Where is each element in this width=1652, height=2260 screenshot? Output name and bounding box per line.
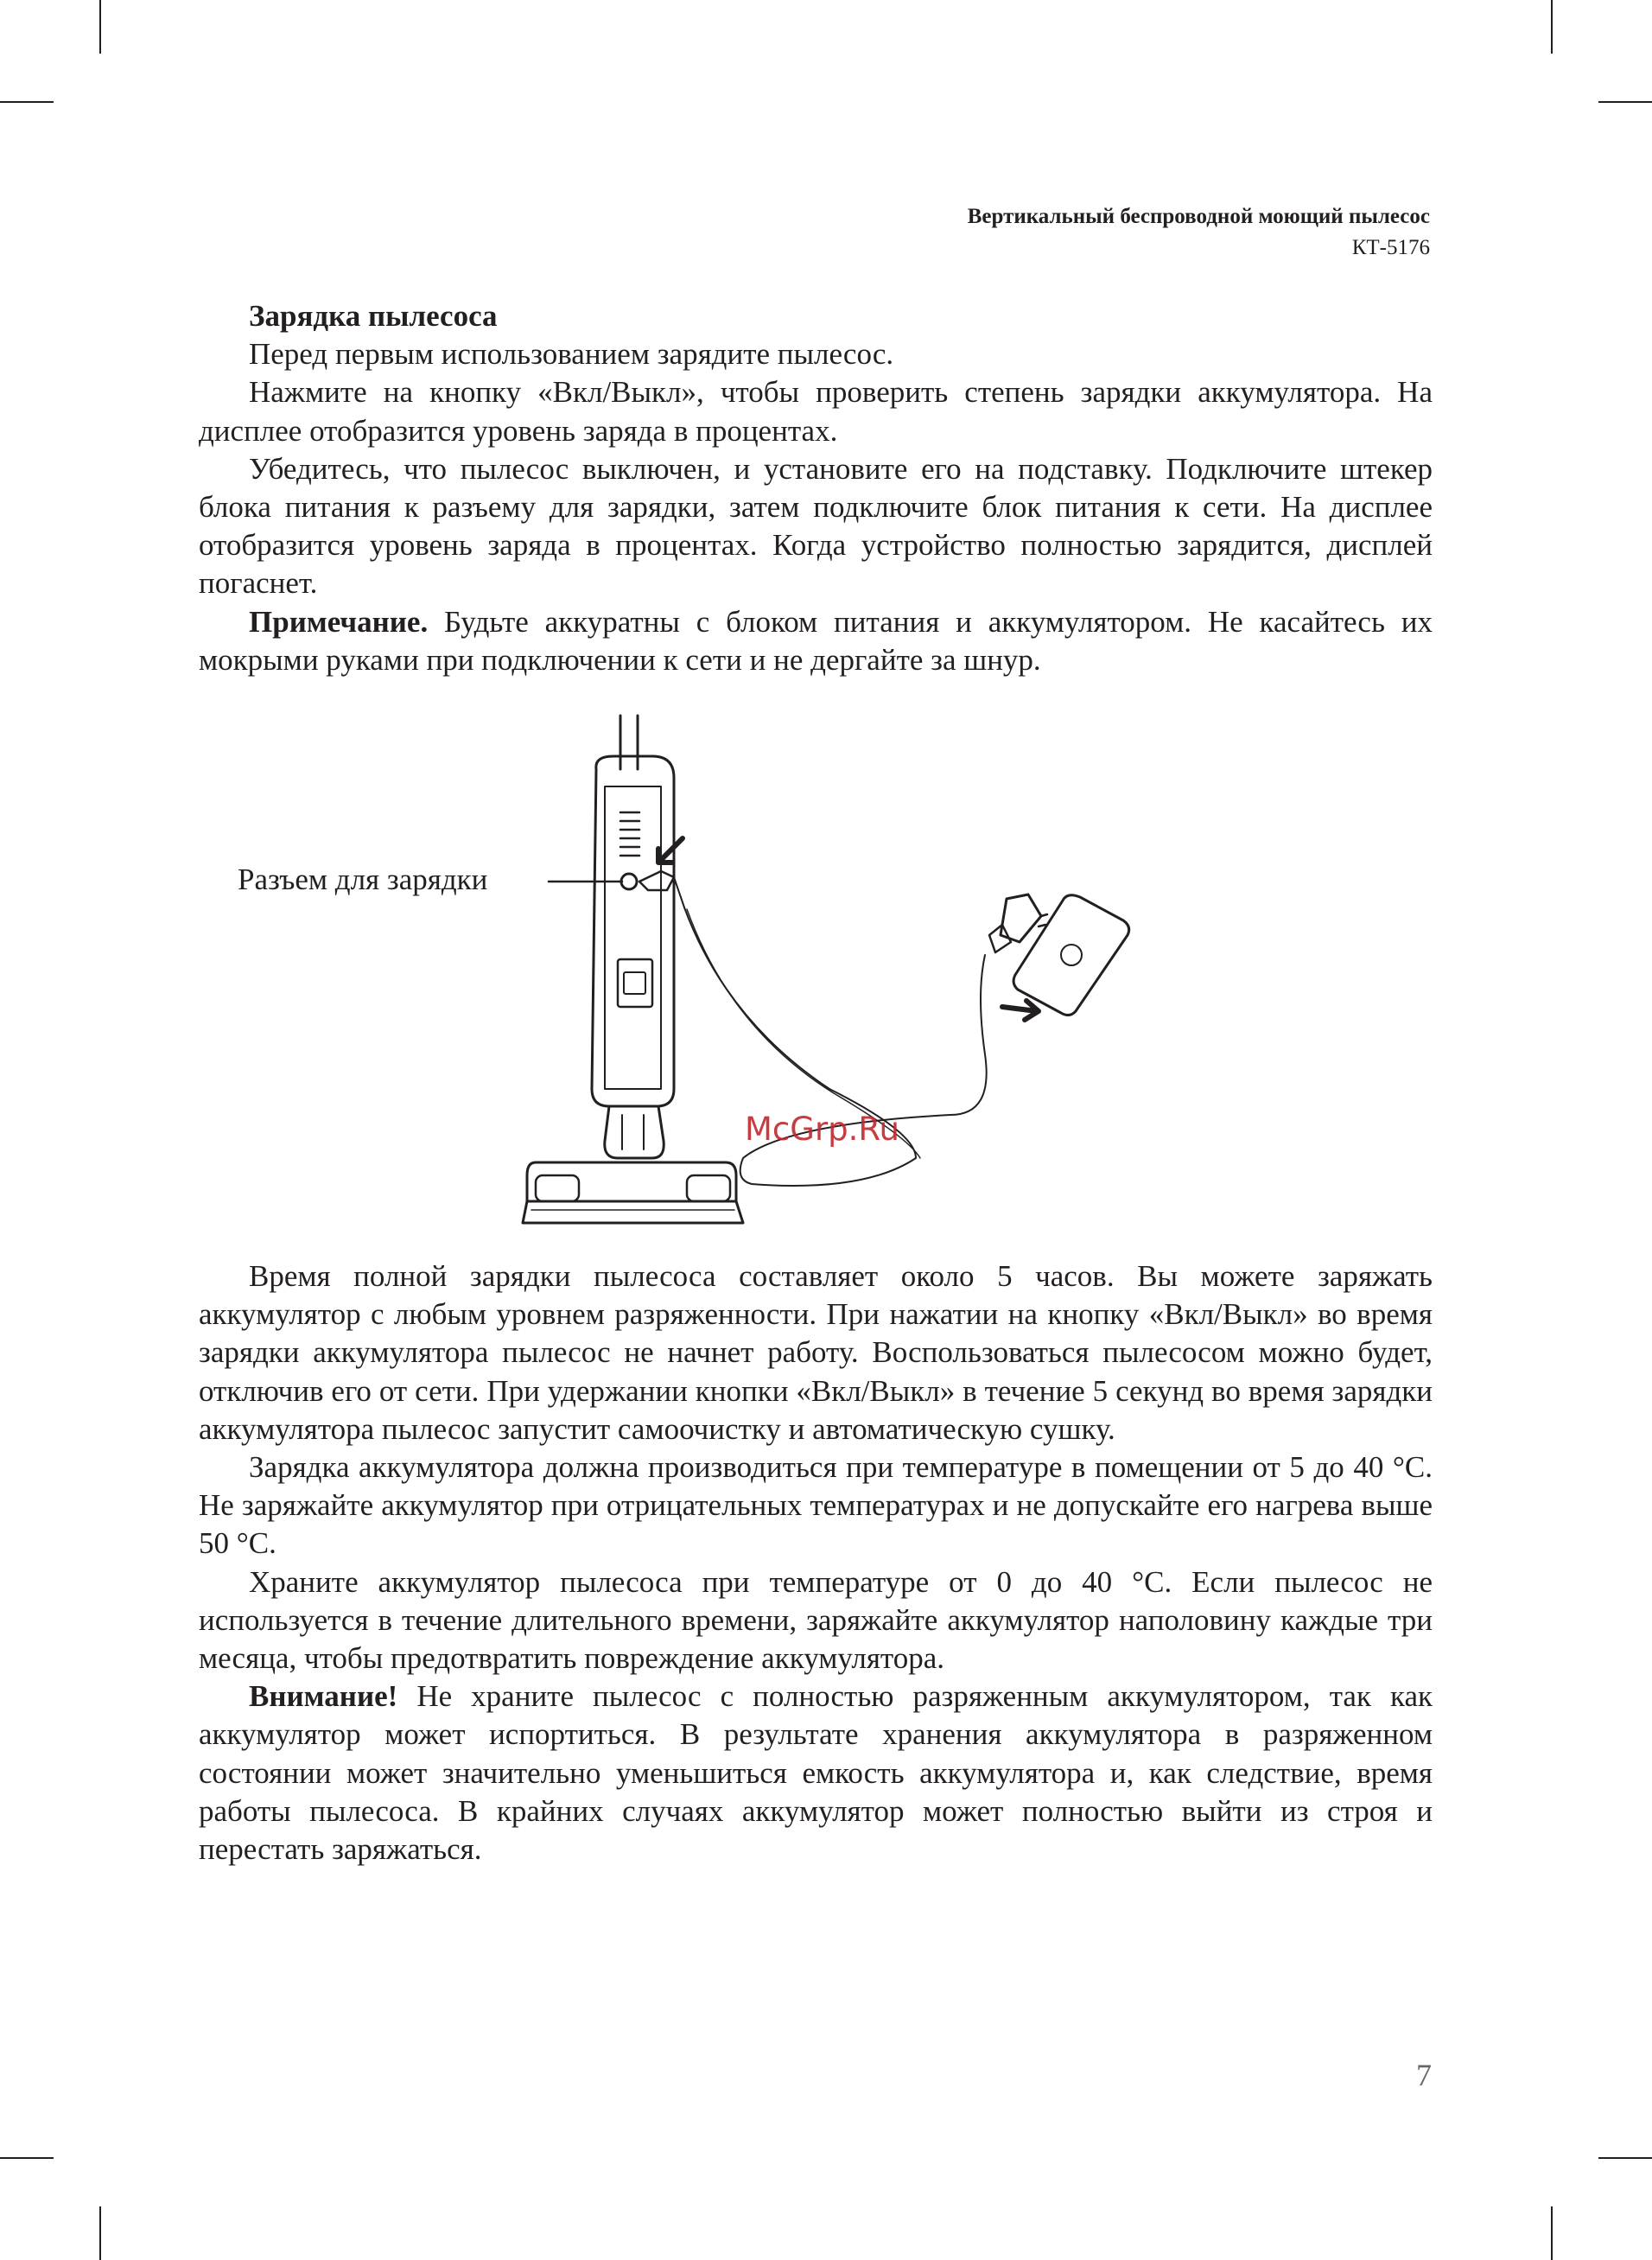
crop-mark xyxy=(0,101,54,103)
crop-mark xyxy=(1598,2157,1652,2159)
header-title: Вертикальный беспроводной моющий пылесос xyxy=(967,205,1430,228)
paragraph: Перед первым использованием зарядите пылесос. xyxy=(249,337,894,372)
note-paragraph xyxy=(199,603,1433,679)
charging-illustration xyxy=(467,709,1158,1253)
paragraph: Убедитесь, что пылесос выключен, и установите его на подставку. Подключите штекер блока питания к разъему для зарядки, затем подключите блок питания к сети. На дисплее отобразится уровень заряда в процентах. Когда устройство полностью зарядится, дисплей погаснет. xyxy=(199,451,1433,601)
paragraph: Нажмите на кнопку «Вкл/Выкл», чтобы проверить степень зарядки аккумулятора. На дисплее отобразится уровень заряда в процентах. xyxy=(199,375,1433,448)
wall-socket-icon xyxy=(1013,895,1129,1015)
page-number: 7 xyxy=(1416,2058,1432,2092)
crop-mark xyxy=(99,0,101,54)
paragraph: Зарядка аккумулятора должна производиться при температуре в помещении от 5 до 40 °С. Не заряжайте аккумулятор при отрицательных температурах и не допускайте его нагрева выше 50 °С. xyxy=(199,1450,1433,1561)
crop-mark xyxy=(99,2206,101,2260)
section-heading: Зарядка пылесоса xyxy=(249,299,498,333)
header-model: КТ-5176 xyxy=(1351,236,1430,259)
charging-port-icon xyxy=(621,874,637,889)
running-header xyxy=(968,201,1430,264)
crop-mark xyxy=(1551,0,1553,54)
power-adapter-icon xyxy=(989,894,1047,952)
charging-section xyxy=(199,297,1433,679)
crop-mark xyxy=(1551,2206,1553,2260)
insert-arrow-icon xyxy=(658,838,683,863)
plug-in-arrow-icon xyxy=(1002,1001,1039,1020)
warning-label: Внимание! xyxy=(249,1679,398,1714)
warning-paragraph xyxy=(199,1677,1433,1868)
paragraph: Храните аккумулятор пылесоса при температуре от 0 до 40 °С. Если пылесос не используется в течение длительного времени, заряжайте аккумулятор наполовину каждые три месяца, чтобы предотвратить повреждение аккумулятора. xyxy=(199,1564,1433,1676)
crop-mark xyxy=(1598,101,1652,103)
charging-details xyxy=(199,1257,1433,1868)
crop-mark xyxy=(0,2157,54,2159)
paragraph: Время полной зарядки пылесоса составляет около 5 часов. Вы можете заряжать аккумулятор с любым уровнем разряженности. При нажатии на кнопку «Вкл/Выкл» во время зарядки аккумулятора пылесос не начнет работу. Воспользоваться пылесосом можно будет, отключив его от сети. При удержании кнопки «Вкл/Выкл» в течение 5 секунд во время зарядки аккумулятора пылесос запустит самоочистку и автоматическую сушку. xyxy=(199,1259,1433,1446)
watermark: McGrp.Ru xyxy=(745,1111,899,1148)
vacuum-cleaner-icon xyxy=(523,716,743,1223)
note-label: Примечание. xyxy=(249,604,429,639)
connector-label: Разъем для зарядки xyxy=(238,863,488,896)
note-text: Будьте аккуратны с блоком питания и аккумулятором. Не касайтесь их мокрыми руками при подключении к сети и не дергайте за шнур. xyxy=(199,604,1433,677)
warning-text: Не храните пылесос с полностью разряженным аккумулятором, так как аккумулятор может испортиться. В результате хранения аккумулятора в разряженном состоянии может значительно уменьшиться емкость аккумулятора и, как следствие, время работы пылесоса. В крайних случаях аккумулятор может полностью выйти из строя и перестать заряжаться. xyxy=(199,1679,1433,1867)
